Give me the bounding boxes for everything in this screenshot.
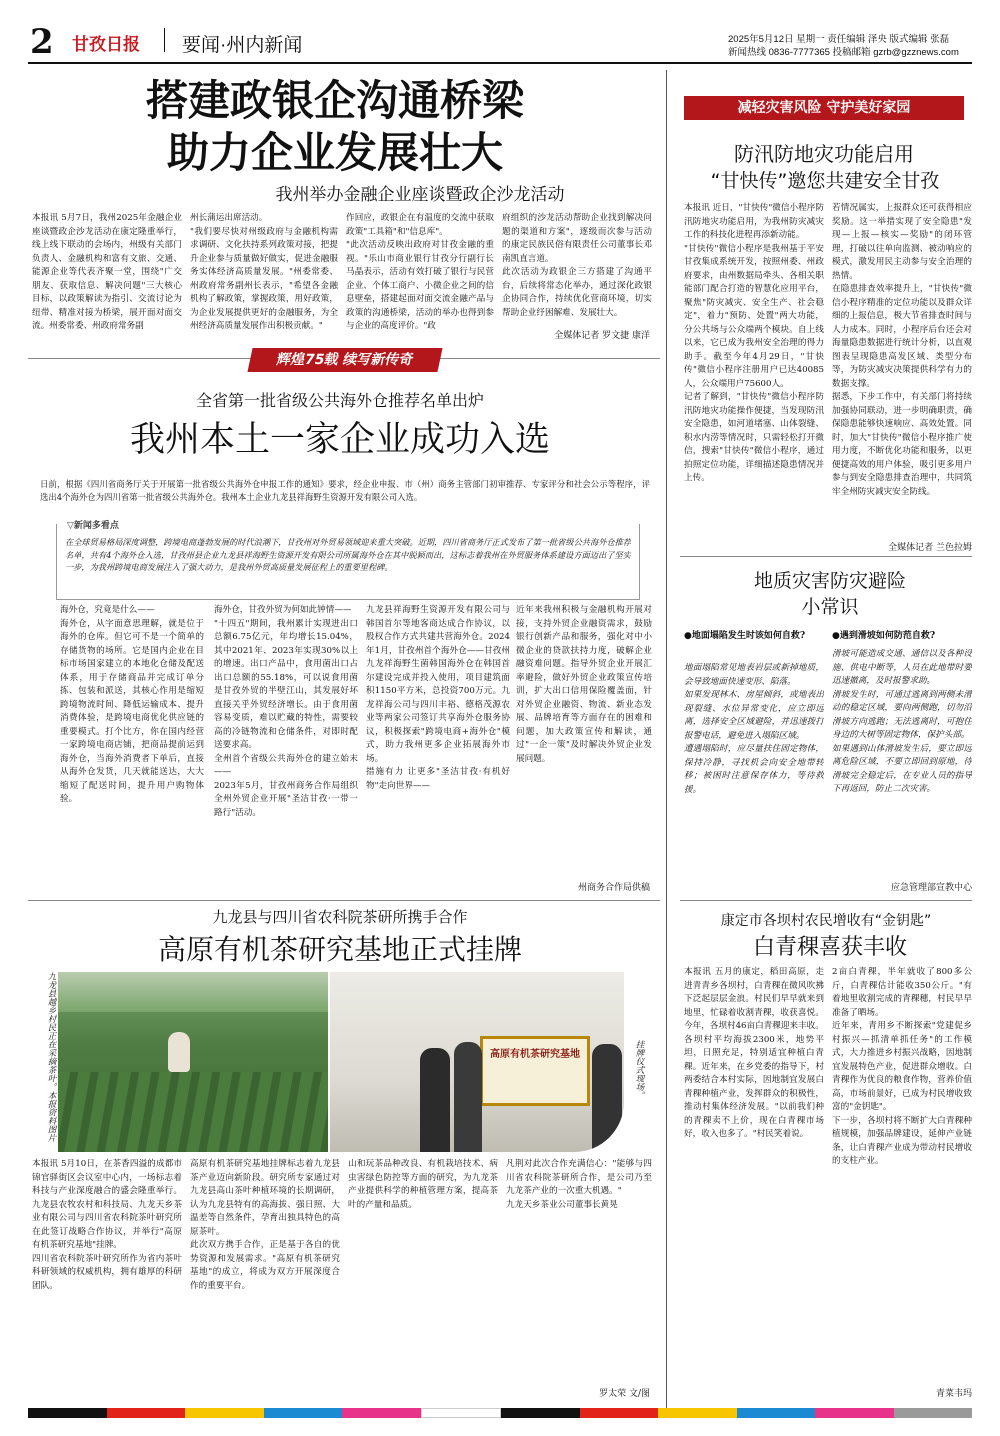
plaque-text: 高原有机茶研究基地 [490,1049,580,1060]
right-a-col-1: 本报讯 近日，"甘快传"微信小程序防汛防地灾功能启用，为我州防灾减灾工作的科技化进程再添新动能。 "甘快传"微信小程序是我州基于平安甘孜集成系统开发，按照州委、州政府要求，由州数据局牵头、各相关职能部门配合打造的智慧化应用平台，聚焦"防灾减灾、安全生产、社会稳定"，着力"预防、处置"两大功能，分公共场与公众端两个模块。自上线以来，它已成为我州安全治理的得力助手。截至今年4月29日，"甘快传"微信小程序注册用户已达40085人，公众端用户75600人。 记者了解到，"甘快传"微信小程序防汛防地灾功能操作便捷，当发现防汛安全隐患，如河道堵塞、山体裂缝、积水内涝等情况时，只需轻松打开微信，搜索"甘快传"微信小程序，通过拍照定位功能，详细描述隐患情况并上传。 [684,203,824,483]
lead-title-line2: 助力企业发展壮大 [166,128,503,177]
right-c-col-1: 本报讯 五月的康定，稻田高原，走进青青乡各坝村，白青稞在微风吹拂下泛起层层金浪。村民们早早就来到地里，忙碌着收割青稞，收获喜悦。今年，各坝村46亩白青稞迎来丰收。 各坝村平均海拔2300米，地势平坦，日照充足，特别适宜种植白青稞。近年来，在乡党委的指导下，村两委结合本村实际，因地制宜发展白青稞种植产业，发挥群众的积极性，推动村集体经济发展。"以前我们种的青稞卖不上价，现在白青稞市场好，收入也多了。"村民笑着说。 [684,967,824,1139]
color-swatch [894,1408,973,1418]
right-b-q2: ●遇到滑坡如何防范自救? [832,631,936,641]
story3-byline: 罗太荣 文/图 [599,1389,650,1399]
right-a-title-2: “甘快传”邀您共建安全甘孜 [710,170,940,192]
right-divider-2 [680,900,972,901]
photo-caption-right: 挂牌仪式现场。 [634,1040,644,1100]
story2-title: 我州本土一家企业成功入选 [129,420,550,460]
ceremony-person-1 [420,1048,450,1152]
disaster-banner: 减轻灾害风险 守护美好家园 [684,96,964,120]
story2-note-box [56,521,640,600]
lead-subtitle: 我州举办金融企业座谈暨政企沙龙活动 [275,185,565,205]
right-divider-1 [680,556,972,557]
color-swatch [501,1408,580,1418]
tea-picking-photo [58,972,328,1152]
right-a-col-2: 若情况属实，上报群众还可获得相应奖励。这一举措实现了安全隐患"发现—上报—核实—奖励"的闭环管理，打破以往单向监测、被动响应的模式，激发用民主动参与安全治理的热情。 在隐患排查效率提升上，"甘快传"微信小程序精准的定位功能以及群众详细的上报信息，极大节省排查时间与人力成本。同时，小程序后台还会对海量隐患数据进行统计分析，以直观图表呈现隐患高发区域、类型分布等，为防灾减灾决策提供科学有力的数据支撑。 据悉，下步工作中，有关部门将持续加强协同联动，进一步明确职责，确保隐患能够快速响应、高效处置。同时，加大"甘快传"微信小程序推广使用力度，不断优化功能和服务，以更便捷高效的用户体验，吸引更多用户参与到安全隐患排查治理中，共同筑牢全州防灾减灾安全防线。 [832,203,972,497]
lead-title-line1: 搭建政银企沟通桥梁 [145,76,524,125]
newspaper-name: 甘孜日报 [72,35,140,55]
story2-note-head: ▽新闻多看点 [63,518,123,531]
right-b-c2: 滑坡可能造成交通、通信以及各种设施、供电中断等，人员在此地带时要迅速撤离，及时报警求助。 滑坡发生时，可通过逃离到两侧未滑动的稳定区域，要向两侧跑，切勿沿滑坡方向逃跑；无法逃离时，可抱住身边的大树等固定物体，保护头部。 如果遇到山体滑坡发生后，要立即远离危险区域，不要立即回到原地，待滑坡完全稳定后，在专业人员的指导下再返回，防止二次灾害。 [832,649,972,794]
story3-col-4: 凡荆对此次合作充满信心："能够与四川省农科院茶研所合作，是公司乃至九龙茶产业的一次重大机遇。" 九龙天乡茶业公司董事长黄晃 [506,1159,652,1210]
color-swatch [185,1408,264,1418]
lead-col-4: 府组织的沙龙活动帮助企业找到解决问题的渠道和方案"，逐级而次参与活动的康定民族民俗有限责任公司董事长邓南凯直言道。 此次活动为政银企三方搭建了沟通平台，后续将常态化举办，通过深化政银企协同合作，持续优化营商环境，切实帮助企业纾困解难、发展壮大。 [502,213,652,318]
tea-picker-figure [168,1032,190,1072]
color-swatch [658,1408,737,1418]
ceremony-photo [330,972,624,1152]
page-number: 2 [30,22,54,62]
story2-col-2: 海外仓，甘孜外贸为何如此钟情—— "十四五"期间，我州累计实现进出口总额6.75亿元，年均增长15.04%，其中2021年、2023年实现30%以上的增速。出口产品中，食用菌出口占出口总额的55.18%，可以说食用菌是甘孜外贸的半壁江山，其发展好坏直接关乎外贸经济增长。由于食用菌容易变质，难以贮藏的特性，需要较高的冷链物流和仓储条件，对即时配送要求高。 全州首个省级公共海外仓的建立始末—— 2023年5月，甘孜州商务合作局组织全州外贸企业开展"圣洁甘孜·一带一路行"活动。 [214,605,358,818]
story3-col-1: 本报讯 5月10日，在茶香四溢的成都市锦官驿街区会议室中心内，一场标志着科技与产业深度融合的盛会隆重举行。九龙县农牧农村和科技局、九龙天乡茶业有限公司与四川省农科院茶叶研究所在此签订战略合作协议，并举行"高原有机茶研究基地"挂牌。 四川省农科院茶叶研究所作为省内茶叶科研领域的权威机构，拥有雄厚的科研团队。 [32,1159,182,1291]
color-swatch [342,1408,421,1418]
section-name: 要闻·州内新闻 [182,35,303,56]
story2-kicker: 全省第一批省级公共海外仓推荐名单出炉 [195,391,484,410]
story3-title: 高原有机茶研究基地正式挂牌 [157,933,522,966]
color-registration-bar [28,1408,972,1418]
story2-col-4: 近年来我州积极与金融机构开展对接，支持外贸企业融资需求，鼓励银行创新产品和服务，强化对中小微企业的贷款扶持力度，破解企业融资难问题。指导外贸企业开展汇率避险，做好外贸企业政策宣传培训，扩大出口信用保险覆盖面，针对外贸企业融资、物流、新业态发展、品牌培育等方面存在的困难和问题，加大政策宣传和解读，通过"一企一策"及时解决外贸企业发展问题。 [516,605,652,764]
right-b-q1: ●地面塌陷发生时该如何自救? [684,631,806,641]
lead-col-1: 本报讯 5月7日，我州2025年金融企业座谈暨政企沙龙活动在康定隆重举行，线上线下联动的会场内，州级有关部门负责人、金融机构和富有文旅、交通、能源企业等代表齐聚一堂，围绕"广交朋友、获取信息、解决问题"三大核心目标，以政策解读为指引、交流讨论为纽带、精准对接为桥梁，展开面对面交流。州委常委、州政府常务副 [32,213,182,331]
right-c-byline: 青菜韦玛 [935,1389,972,1399]
anniversary-banner: 辉煌75载 续写新传奇 [247,348,442,372]
right-c-kicker: 康定市各坝村农民增收有“金钥匙” [720,913,932,929]
story2-col-3: 九龙县祥海野生资源开发有限公司与韩国首尔等地客商达成合作协议，以股权合作方式共建共营海外仓。2024年1月，甘孜州首个海外仓——甘孜州九龙祥海野生菌韩国海外仓在韩国首尔建设完成并投入使用，项目建筑面积1150平方米，总投资700万元。九龙祥海公司与四川丰裕、德格茂源农业等两家公司签订共享海外仓服务协议，积极探索"跨境电商+海外仓"模式，助力我州更多企业拓展海外市场。 措施有力 让更多"圣洁甘孜·有机好物"走向世界—— [366,605,510,791]
lead-byline: 全媒体记者 罗文捷 康洋 [554,331,650,341]
color-swatch [264,1408,343,1418]
contact-line: 新闻热线 0836-7777365 投稿邮箱 gzrb@gzznews.com [728,47,959,58]
story2-col-1: 海外仓，究竟是什么—— 海外仓，从字面意思理解，就是位于海外的仓库。但它可不是一个简单的存储货物的场所。它是国内企业在目标市场国家建立的本地化仓储及配送体系，用于存储商品并完成订单分拣、包装和派送，其核心作用是缩短跨境物流时间、降低运输成本、提升消费体验，是跨境电商优化供应链的重要模式。打个比方，你在国内经营一家跨境电商店铺，把商品提前运到海外仓，当海外消费者下单后，直接从海外仓发货，几天就能送达，大大缩短了配送时间，提升用户购物体验。 [60,605,204,804]
right-b-c1: 地面塌陷常见地表岩层或新掉地质，会导致地面快速变形、陷落。 如果发现林木、房屋倾斜，或地表出现裂缝、水位异常变化，应立即远离，选择安全区域避险，并迅速拨打报警电话，避免进入塌陷区域。 遭遇塌陷时，应尽量扶住固定物体，保持冷静，寻找机会向安全地带转移；被困时注意保存体力，等待救援。 [684,663,824,795]
tea-rows [58,1072,328,1152]
color-swatch [737,1408,816,1418]
ceremony-person-2 [454,1042,482,1152]
photo-caption-left: 九龙县越乡村民正在采摘茶叶。本报资料图片 [46,972,56,1142]
color-swatch [107,1408,186,1418]
color-swatch [580,1408,659,1418]
right-a-byline: 全媒体记者 兰色拉姆 [888,543,972,553]
issue-date: 2025年5月12日 星期一 责任编辑 泽央 版式编辑 张磊 [728,34,950,45]
plaque [480,1036,590,1106]
color-swatch [421,1408,502,1418]
right-b-title-2: 小常识 [801,596,859,618]
right-c-title: 白青稞喜获丰收 [752,935,907,960]
masthead-rule [28,62,972,64]
story2-byline: 州商务合作局供稿 [577,883,650,893]
right-a-title-1: 防汛防地灾功能启用 [734,142,914,166]
story3-col-3: 山和玩茶品种改良、有机栽培技术、病虫害绿色防控等方面的研究，为九龙茶产业提供科学的种植管理方案，提高茶叶的产量和品质。 [348,1159,498,1210]
right-c-col-2: 2亩白青稞，半年就收了800多公斤，白青稞估计能收350公斤。"有着地里收割完成的青稞穗，村民早早准备了晒场。 近年来，青用乡不断探索"党建促乡村振兴—抓清单抓任务"的工作模式，大力推进乡村振兴战略，因地制宜发展特色产业，促进群众增收。白青稞作为优良的粮食作物，营养价值高，市场前景好，已成为村民增收致富的"金钥匙"。 下一步，各坝村将不断扩大白青稞种植规模，加强品牌建设，延伸产业链条，让白青稞产业成为带动村民增收的支柱产业。 [832,967,972,1166]
story3-kicker: 九龙县与四川省农科院茶研所携手合作 [212,908,468,926]
story2-note: 在全球贸易格局深度调整，跨境电商蓬勃发展的时代浪潮下，甘孜州对外贸易领域迎来重大突破。近期，四川省商务厅正式发布了第一批省级公共海外仓推荐名单，共有4个海外仓入选，甘孜州县企业九龙县祥海野生资源开发有限公司所属海外仓在其中脱颖而出，这标志着我州在外贸服务体系建设方面迈出了坚实一步，为我州跨境电商发展注入了强大动力，是我州外贸高质量发展征程上的重要里程碑。 [65,537,631,572]
right-b-title-1: 地质灾害防灾避险 [753,570,906,592]
story2-bottom-rule [28,900,660,901]
lead-col-2: 州长蒲运出席活动。 "我们要尽快对州级政府与金融机构需求调研、文化扶持系列政策对接，把提升企业参与质量做好做实，促进金融服务实体经济高质量发展。"州委常委、州政府常务副州长表示，"希望各金融机构了解政策，掌握政策，用好政策，为企业发展提供更好的金融服务，为全州经济高质量发展作出积极贡献。" [190,213,338,331]
story2-intro: 日前，根据《四川省商务厅关于开展第一批省级公共海外仓申报工作的通知》要求，经企业申报、市（州）商务主管部门初审推荐、专家评分和社会公示等程序，评选出4个海外仓为四川省第一批省级公共海外仓。我州本土企业九龙县祥海野生资源开发有限公司入选。 [40,479,650,502]
color-swatch [28,1408,107,1418]
story3-col-2: 高原有机茶研究基地挂牌标志着九龙县茶产业迈向新阶段。研究所专家通过对九龙县高山茶叶种植环境的长期调研，认为九龙县特有的高海拔、强日照、大温差等自然条件，孕育出独具特色的高原茶叶。 此次双方携手合作，正是基于各自的优势资源和发展需求。"高原有机茶研究基地"的成立，将成为双方开展深度合作的重要平台。 [190,1159,340,1291]
lead-col-3: 作回应，政银企在有温度的交流中获取政策"工具箱"和"信息库"。 "此次活动反映出政府对甘孜金融的重视。"乐山市商业银行甘孜分行副行长马晶表示，活动有效打破了银行与民营企业、个体工商户、小微企业之间的信息壁垒，搭建起面对面交流金融产品与政策的沟通桥梁，活动的举办也得到参与企业的高度评价。"政 [346,213,494,331]
ceremony-person-3 [592,1044,622,1152]
right-b-byline: 应急管理部宣教中心 [890,883,972,893]
masthead-divider [164,28,165,52]
photo-sky [58,972,328,1012]
column-divider [666,70,667,1410]
color-swatch [815,1408,894,1418]
